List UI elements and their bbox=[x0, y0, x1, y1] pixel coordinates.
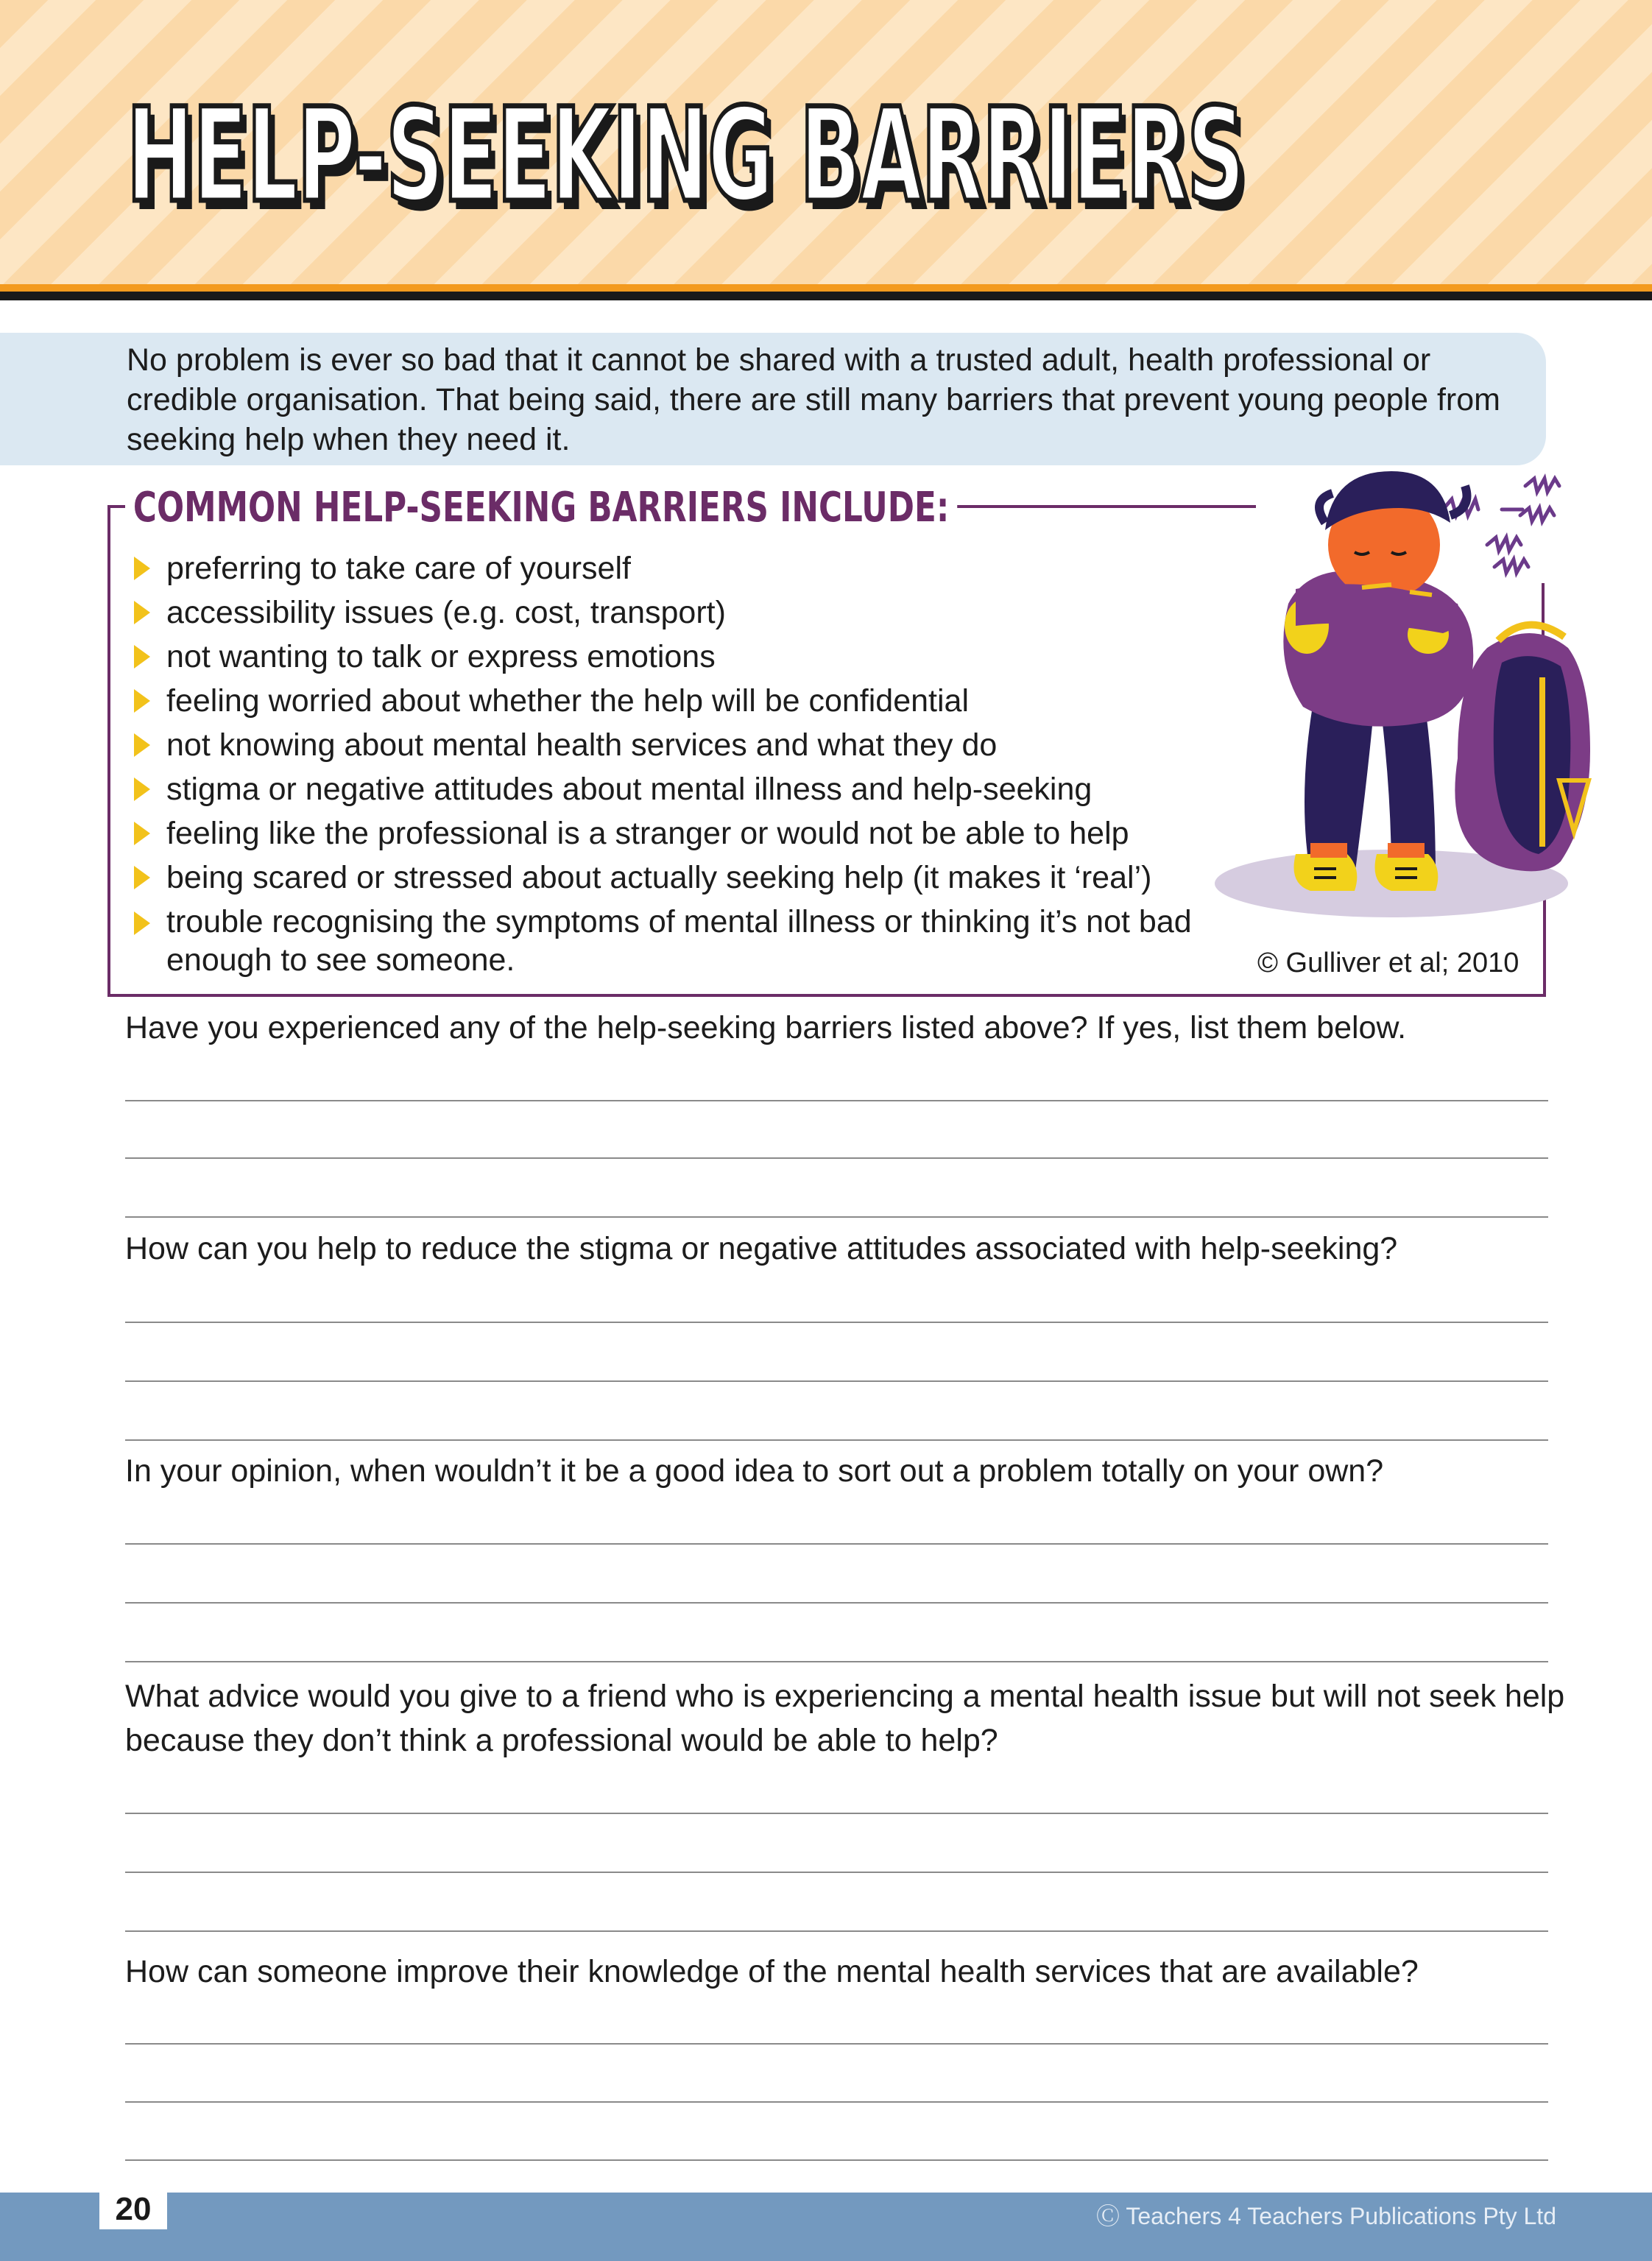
list-item-text: stigma or negative attitudes about mental illness and help-seeking bbox=[166, 772, 1092, 807]
list-item bbox=[128, 723, 1277, 767]
answer-line[interactable] bbox=[125, 2159, 1548, 2161]
list-item bbox=[128, 811, 1277, 856]
list-item-text: feeling like the professional is a stranger or would not be able to help bbox=[166, 816, 1129, 851]
triangle-bullet-icon bbox=[134, 689, 150, 713]
header-divider-orange bbox=[0, 284, 1652, 292]
answer-line[interactable] bbox=[125, 1216, 1548, 1218]
list-item-text: not wanting to talk or express emotions bbox=[166, 639, 716, 674]
question-1: Have you experienced any of the help-seeking barriers listed above? If yes, list them below. bbox=[125, 1010, 1407, 1045]
answer-line[interactable] bbox=[125, 1100, 1548, 1101]
barriers-heading: COMMON HELP-SEEKING BARRIERS INCLUDE: bbox=[125, 487, 957, 529]
triangle-bullet-icon bbox=[134, 866, 150, 889]
answer-line[interactable] bbox=[125, 1602, 1548, 1604]
list-item bbox=[128, 900, 1277, 984]
list-item-text: trouble recognising the symptoms of mental illness or thinking it’s not bad enough to see someone. bbox=[166, 904, 1192, 978]
question-4: What advice would you give to a friend who is experiencing a mental health issue but will not seek help because they don’t think a professional would be able to help? bbox=[125, 1679, 1565, 1758]
answer-line[interactable] bbox=[125, 1543, 1548, 1545]
answer-line[interactable] bbox=[125, 1930, 1548, 1932]
triangle-bullet-icon bbox=[134, 911, 150, 935]
answer-line[interactable] bbox=[125, 1813, 1548, 1814]
list-item bbox=[128, 590, 1277, 635]
list-item bbox=[128, 546, 1277, 590]
question-3: In your opinion, when wouldn’t it be a good idea to sort out a problem totally on your own? bbox=[125, 1453, 1384, 1489]
triangle-bullet-icon bbox=[134, 822, 150, 845]
list-item bbox=[128, 635, 1277, 679]
barrier-list bbox=[128, 546, 1277, 984]
triangle-bullet-icon bbox=[134, 601, 150, 624]
question-5: How can someone improve their knowledge of the mental health services that are available? bbox=[125, 1954, 1419, 1989]
list-item bbox=[128, 767, 1277, 811]
citation: © Gulliver et al; 2010 bbox=[1257, 948, 1519, 978]
page-number: 20 bbox=[99, 2190, 167, 2229]
header-divider-black bbox=[0, 292, 1652, 300]
list-item-text: accessibility issues (e.g. cost, transport) bbox=[166, 595, 726, 630]
list-item bbox=[128, 856, 1277, 900]
barriers-heading-row bbox=[107, 484, 1256, 532]
answer-line[interactable] bbox=[125, 1872, 1548, 1873]
triangle-bullet-icon bbox=[134, 557, 150, 580]
list-item-text: feeling worried about whether the help will be confidential bbox=[166, 683, 970, 719]
list-item bbox=[128, 679, 1277, 723]
triangle-bullet-icon bbox=[134, 645, 150, 669]
answer-line[interactable] bbox=[125, 1157, 1548, 1159]
answer-line[interactable] bbox=[125, 1322, 1548, 1323]
list-item-text: preferring to take care of yourself bbox=[166, 551, 631, 586]
answer-line[interactable] bbox=[125, 2101, 1548, 2103]
list-item-text: not knowing about mental health services and what they do bbox=[166, 727, 998, 763]
triangle-bullet-icon bbox=[134, 777, 150, 801]
header-banner bbox=[0, 0, 1652, 284]
page-title: HELP-SEEKING BARRIERS bbox=[127, 80, 1244, 231]
answer-line[interactable] bbox=[125, 1380, 1548, 1382]
answer-line[interactable] bbox=[125, 1439, 1548, 1441]
copyright-notice: Ⓒ Teachers 4 Teachers Publications Pty Ltd bbox=[1096, 2203, 1556, 2229]
answer-line[interactable] bbox=[125, 2043, 1548, 2045]
triangle-bullet-icon bbox=[134, 733, 150, 757]
intro-text: No problem is ever so bad that it cannot be shared with a trusted adult, health professional or credible organisation. That being said, there are still many barriers that prevent young people from seeking help when they need it. bbox=[127, 342, 1500, 457]
list-item-text: being scared or stressed about actually seeking help (it makes it ‘real’) bbox=[166, 860, 1152, 895]
sad-student-illustration-icon bbox=[1207, 442, 1620, 928]
answer-line[interactable] bbox=[125, 1661, 1548, 1662]
question-2: How can you help to reduce the stigma or negative attitudes associated with help-seeking? bbox=[125, 1231, 1398, 1266]
